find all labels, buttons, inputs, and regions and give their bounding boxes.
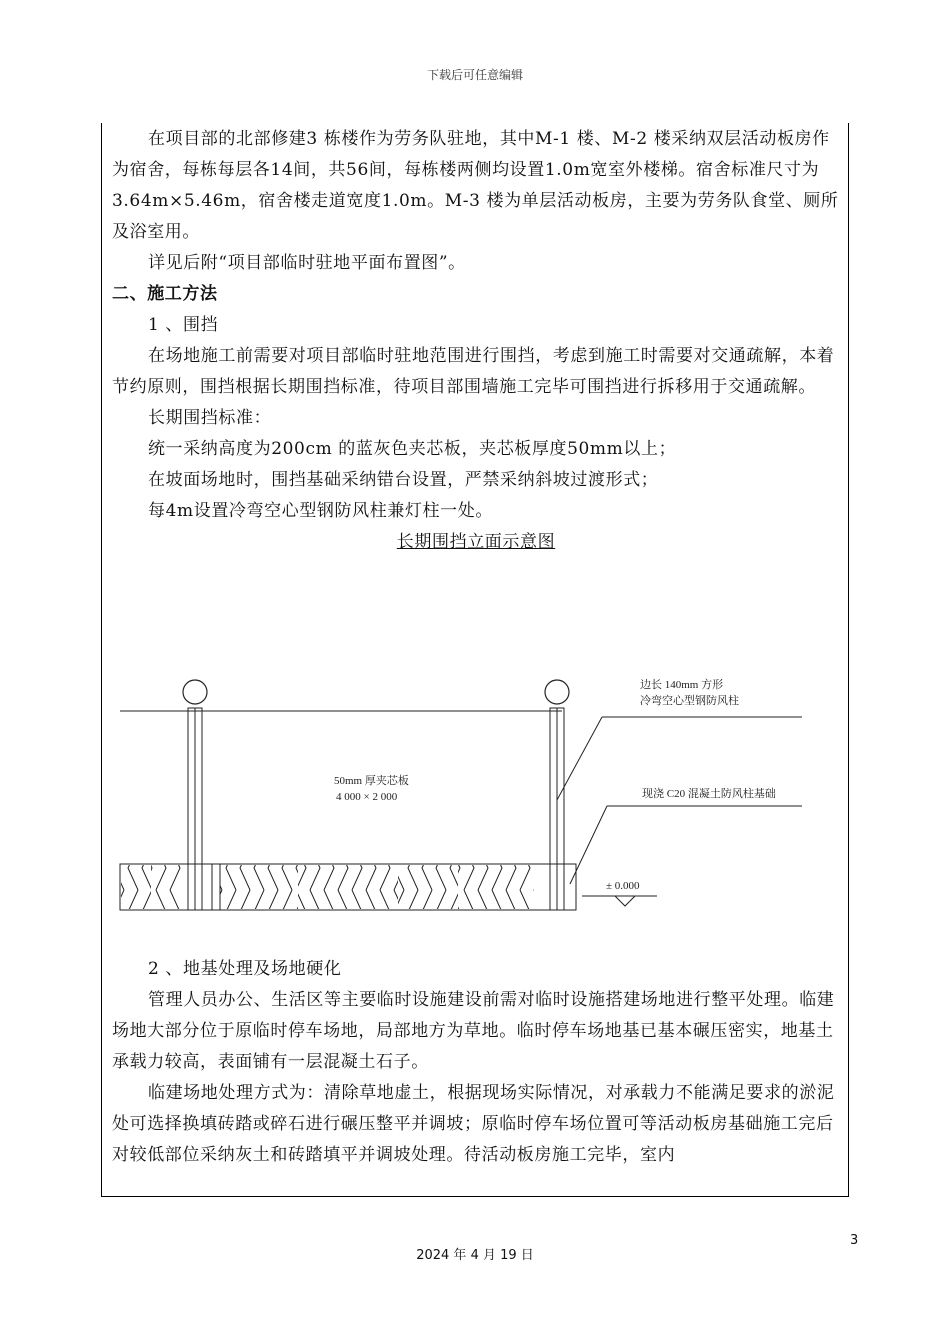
section-title: 二、施工方法 [112, 284, 218, 304]
paragraph-slope: 在坡面场地时，围挡基础采纳错台设置，严禁采纳斜坡过渡形式； [148, 470, 659, 490]
label-panel-1: 50mm 厚夹芯板 [334, 775, 409, 787]
header-note: 下载后可任意编辑 [426, 68, 523, 82]
foundation-hatch-6 [458, 865, 534, 909]
hoarding-elevation-diagram [112, 670, 776, 920]
section-foundation [112, 954, 840, 1171]
label-column-1: 边长 140mm 方形 [640, 679, 724, 691]
label-level: ± 0.000 [606, 880, 640, 892]
subsection-foundation: 2 、地基处理及场地硬化 [148, 959, 342, 979]
foundation-hatch-3 [218, 865, 298, 909]
figure-title: 长期围挡立面示意图 [396, 532, 556, 552]
foundation-hatch-2 [151, 865, 181, 909]
paragraph-panel-height: 统一采纳高度为200cm 的蓝灰色夹芯板，夹芯板厚度50mm以上； [148, 439, 677, 459]
foundation-hatch-4 [298, 865, 398, 909]
foundation-hatch-5 [398, 865, 458, 909]
paragraph-standard-heading: 长期围挡标准： [148, 408, 272, 428]
lamp-left [183, 680, 207, 704]
hoarding-elevation-figure [112, 670, 776, 920]
paragraph-treatment: 临建场地处理方式为：清除草地虚土，根据现场实际情况，对承载力不能满足要求的淤泥处可选择换填砖踏或碎石进行碾压整平并调坡；原临时停车场位置可等活动板房基础施工完后对较低部位采纳灰土和砖踏填平并调坡处理。待活动板房施工完毕，室内 [112, 1083, 835, 1165]
label-panel-2: 4 000 × 2 000 [336, 791, 398, 803]
lamp-right [545, 680, 569, 704]
paragraph-site-leveling: 管理人员办公、生活区等主要临时设施建设前需对临时设施搭建场地进行整平处理。临建场地大部分位于原临时停车场地，局部地方为草地。临时停车场地基已基本碾压密实，地基土承载力较高，表面铺有一层混凝土石子。 [112, 990, 835, 1072]
paragraph-hoarding: 在场地施工前需要对项目部临时驻地范围进行围挡，考虑到施工时需要对交通疏解，本着节约原则，围挡根据长期围挡标准，待项目部围墙施工完毕可围挡进行拆移用于交通疏解。 [112, 346, 835, 397]
paragraph-see-attached: 详见后附“项目部临时驻地平面布置图”。 [148, 253, 466, 273]
label-column-2: 冷弯空心型钢防风柱 [640, 695, 739, 707]
level-triangle [615, 896, 635, 906]
foundation-hatch-1 [121, 865, 151, 909]
page-number: 3 [850, 1233, 859, 1248]
subsection-hoarding: 1 、围挡 [148, 315, 219, 335]
paragraph-column: 每4m设置冷弯空心型钢防风柱兼灯柱一处。 [148, 501, 493, 521]
leader-foundation [570, 806, 607, 884]
paragraph-dormitory: 在项目部的北部修建3 栋楼作为劳务队驻地，其中M-1 楼、M-2 楼采纳双层活动板房作为宿舍，每栋每层各14间，共56间，每栋楼两侧均设置1.0m宽室外楼梯。宿舍标准尺寸为3.64m×5.46m，宿舍楼走道宽度1.0m。M-3 楼为单层活动板房，主要为劳务队食堂、厕所及浴室用。 [112, 129, 839, 242]
footer-date: 2024 年 4 月 19 日 [416, 1248, 534, 1263]
label-foundation: 现浇 C20 混凝土防风柱基础 [642, 788, 776, 800]
document-body [112, 124, 840, 558]
